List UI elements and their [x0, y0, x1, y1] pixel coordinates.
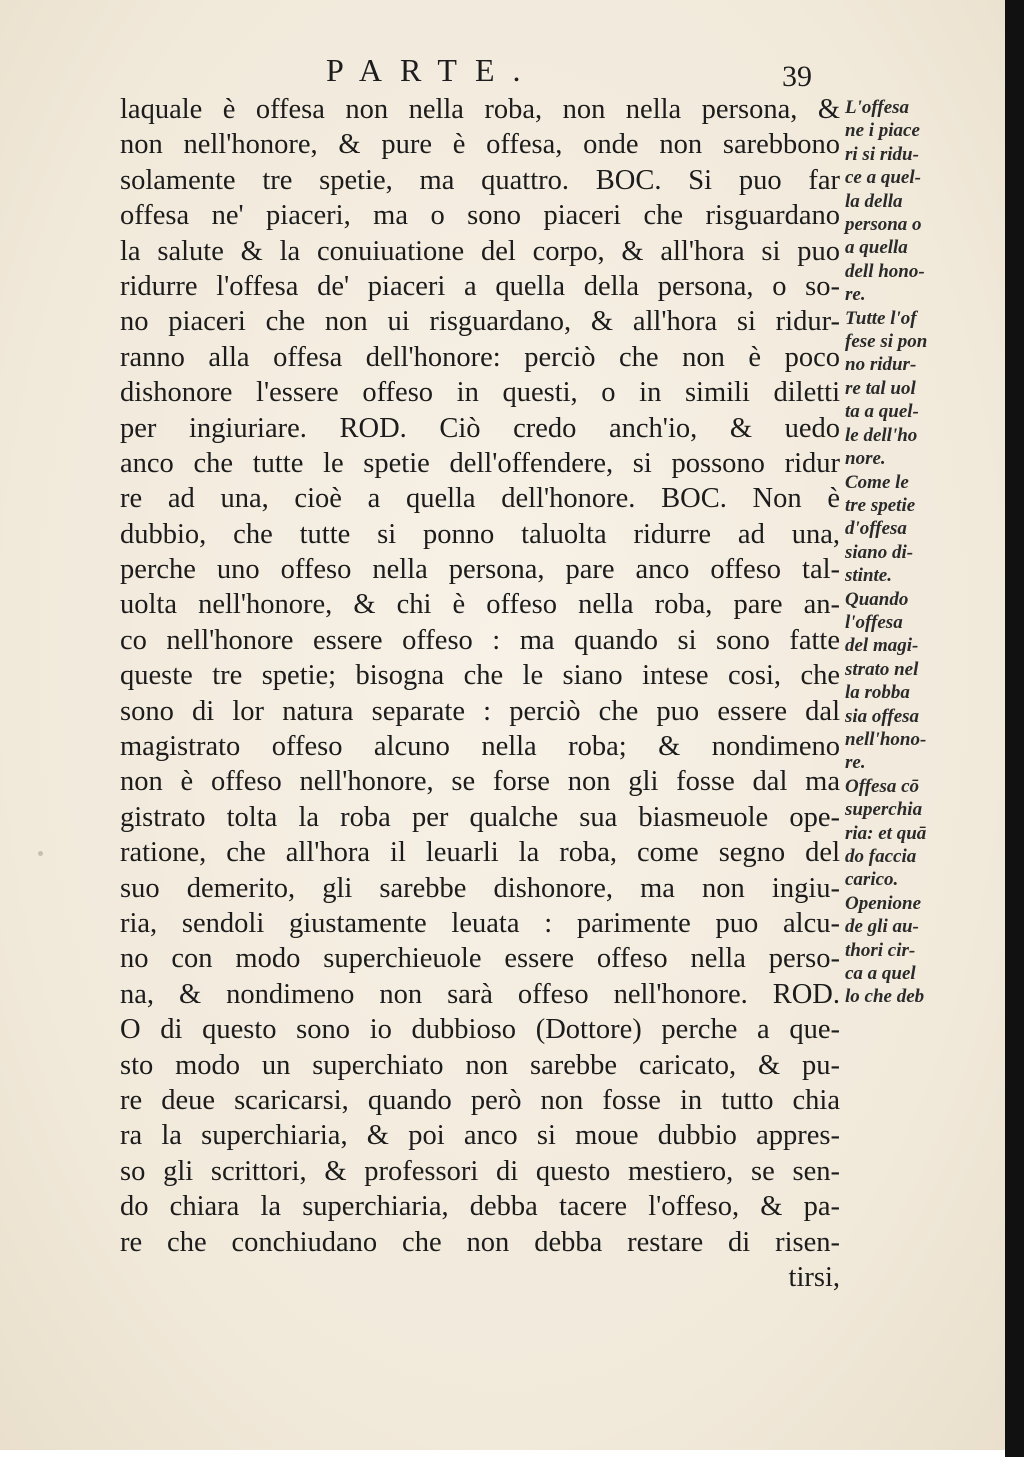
margin-notes	[845, 96, 960, 1009]
margin-note-line: re.	[845, 752, 866, 774]
margin-note-line: re tal uol	[845, 377, 916, 399]
margin-note-line: persona o	[845, 214, 922, 236]
text-line: ria, sendoli giustamente leuata : parimente puo alcu-	[120, 907, 840, 939]
text-line: co nell'honore essere offeso : ma quando si sono fatte	[120, 624, 840, 656]
text-line: ratione, che all'hora il leuarli la roba, come segno del	[120, 837, 840, 869]
margin-note-line: ta a quel-	[845, 401, 919, 423]
margin-note-line: ce a quel-	[845, 167, 921, 189]
text-line: sto modo un superchiato non sarebbe caricato, & pu-	[120, 1049, 840, 1081]
running-head: PARTE.	[326, 52, 539, 88]
text-line: perche uno offeso nella persona, pare anco offeso tal-	[120, 554, 840, 586]
margin-note-line: de gli au-	[845, 916, 919, 938]
text-line: magistrato offeso alcuno nella roba; & nondimeno	[120, 731, 840, 763]
margin-note-line: la robba	[845, 682, 910, 704]
text-line: do chiara la superchiaria, debba tacere l'offeso, & pa-	[120, 1191, 840, 1223]
text-line: dishonore l'essere offeso in questi, o in simili diletti	[120, 377, 840, 409]
margin-note-line: Tutte l'of	[845, 307, 917, 329]
catchword-line: tirsi,	[788, 1261, 840, 1293]
page-header	[0, 52, 1005, 92]
margin-note-line: carico.	[845, 869, 899, 891]
margin-note-line: L'offesa	[845, 97, 910, 118]
margin-note-line: re.	[845, 284, 866, 306]
margin-note-line: nell'hono-	[845, 728, 927, 750]
text-line: uolta nell'honore, & chi è offeso nella roba, pare an-	[120, 589, 840, 621]
page-number: 39	[782, 60, 812, 93]
text-line: re deue scaricarsi, quando però non fosse in tutto chia	[120, 1084, 840, 1116]
body-text	[120, 92, 840, 1295]
margin-note-line: no ridur-	[845, 354, 917, 376]
margin-note-line: Come le	[845, 471, 909, 493]
text-line: suo demerito, gli sarebbe dishonore, ma non ingiu-	[120, 872, 840, 904]
text-line: re ad una, cioè a quella dell'honore. BOC. Non è	[120, 483, 840, 515]
margin-note-line: ne i piace	[845, 120, 920, 142]
text-line: re che conchiudano che non debba restare di risen-	[120, 1226, 840, 1258]
margin-note-line: la della	[845, 190, 903, 212]
margin-note-line: superchia	[845, 799, 923, 821]
text-line: sono di lor natura separate : perciò che puo essere dal	[120, 695, 840, 727]
margin-note-line: Offesa cō	[845, 775, 920, 797]
margin-note-line: stinte.	[845, 565, 892, 587]
text-line: per ingiuriare. ROD. Ciò credo anch'io, & uedo	[120, 412, 840, 444]
text-line: ridurre l'offesa de' piaceri a quella della persona, o so-	[120, 270, 840, 302]
text-line: na, & nondimeno non sarà offeso nell'honore. ROD.	[120, 978, 840, 1010]
text-line: no con modo superchieuole essere offeso nella perso-	[120, 943, 840, 975]
margin-note-line: lo che deb	[845, 986, 925, 1008]
text-line: anco che tutte le spetie dell'offendere, si possono ridur	[120, 447, 840, 479]
margin-note-line: Quando	[845, 588, 909, 610]
margin-note-line: thori cir-	[845, 939, 916, 961]
margin-note-line: l'offesa	[845, 611, 903, 633]
text-line: la salute & la conuiuatione del corpo, & all'hora si puo	[120, 235, 840, 267]
text-line: queste tre spetie; bisogna che le siano intese cosi, che	[120, 660, 840, 692]
page-binding-edge	[1005, 0, 1024, 1457]
margin-note-line: tre spetie	[845, 494, 916, 516]
text-line: dubbio, che tutte si ponno taluolta ridurre ad una,	[120, 518, 840, 550]
margin-note-line: ca a quel	[845, 963, 916, 985]
text-line: so gli scrittori, & professori di questo mestiero, se sen-	[120, 1155, 840, 1187]
text-line: O di questo sono io dubbioso (Dottore) perche a que-	[120, 1014, 840, 1046]
margin-note-line: ri si ridu-	[845, 143, 919, 165]
margin-note-line: le dell'ho	[845, 424, 918, 446]
margin-note-line: Openione	[845, 892, 921, 914]
margin-note-line: fese si pon	[845, 331, 928, 353]
margin-note-line: strato nel	[845, 658, 919, 680]
margin-note-line: d'offesa	[845, 518, 907, 540]
margin-note-line: dell hono-	[845, 260, 925, 282]
margin-note-line: sia offesa	[845, 705, 920, 727]
text-line: non nell'honore, & pure è offesa, onde non sarebbono	[120, 129, 840, 161]
margin-note-line: siano di-	[845, 541, 914, 563]
margin-note-line: nore.	[845, 448, 886, 470]
margin-note-line: del magi-	[845, 635, 919, 657]
text-line: solamente tre spetie, ma quattro. BOC. Si puo far	[120, 164, 840, 196]
ink-speck	[38, 851, 43, 856]
text-line: ra la superchiaria, & poi anco si moue dubbio appres-	[120, 1120, 840, 1152]
text-line: offesa ne' piaceri, ma o sono piaceri che risguardano	[120, 200, 840, 232]
text-line: ranno alla offesa dell'honore: perciò che non è poco	[120, 341, 840, 373]
margin-note-line: a quella	[845, 237, 908, 259]
text-line: no piaceri che non ui risguardano, & all'hora si ridur-	[120, 306, 840, 338]
text-line: laquale è offesa non nella roba, non nella persona, &	[120, 94, 840, 125]
text-line: gistrato tolta la roba per qualche sua biasmeuole ope-	[120, 801, 840, 833]
margin-note-line: do faccia	[845, 846, 917, 867]
text-line: non è offeso nell'honore, se forse non gli fosse dal ma	[120, 766, 840, 798]
margin-note-line: ria: et quā	[845, 822, 927, 844]
